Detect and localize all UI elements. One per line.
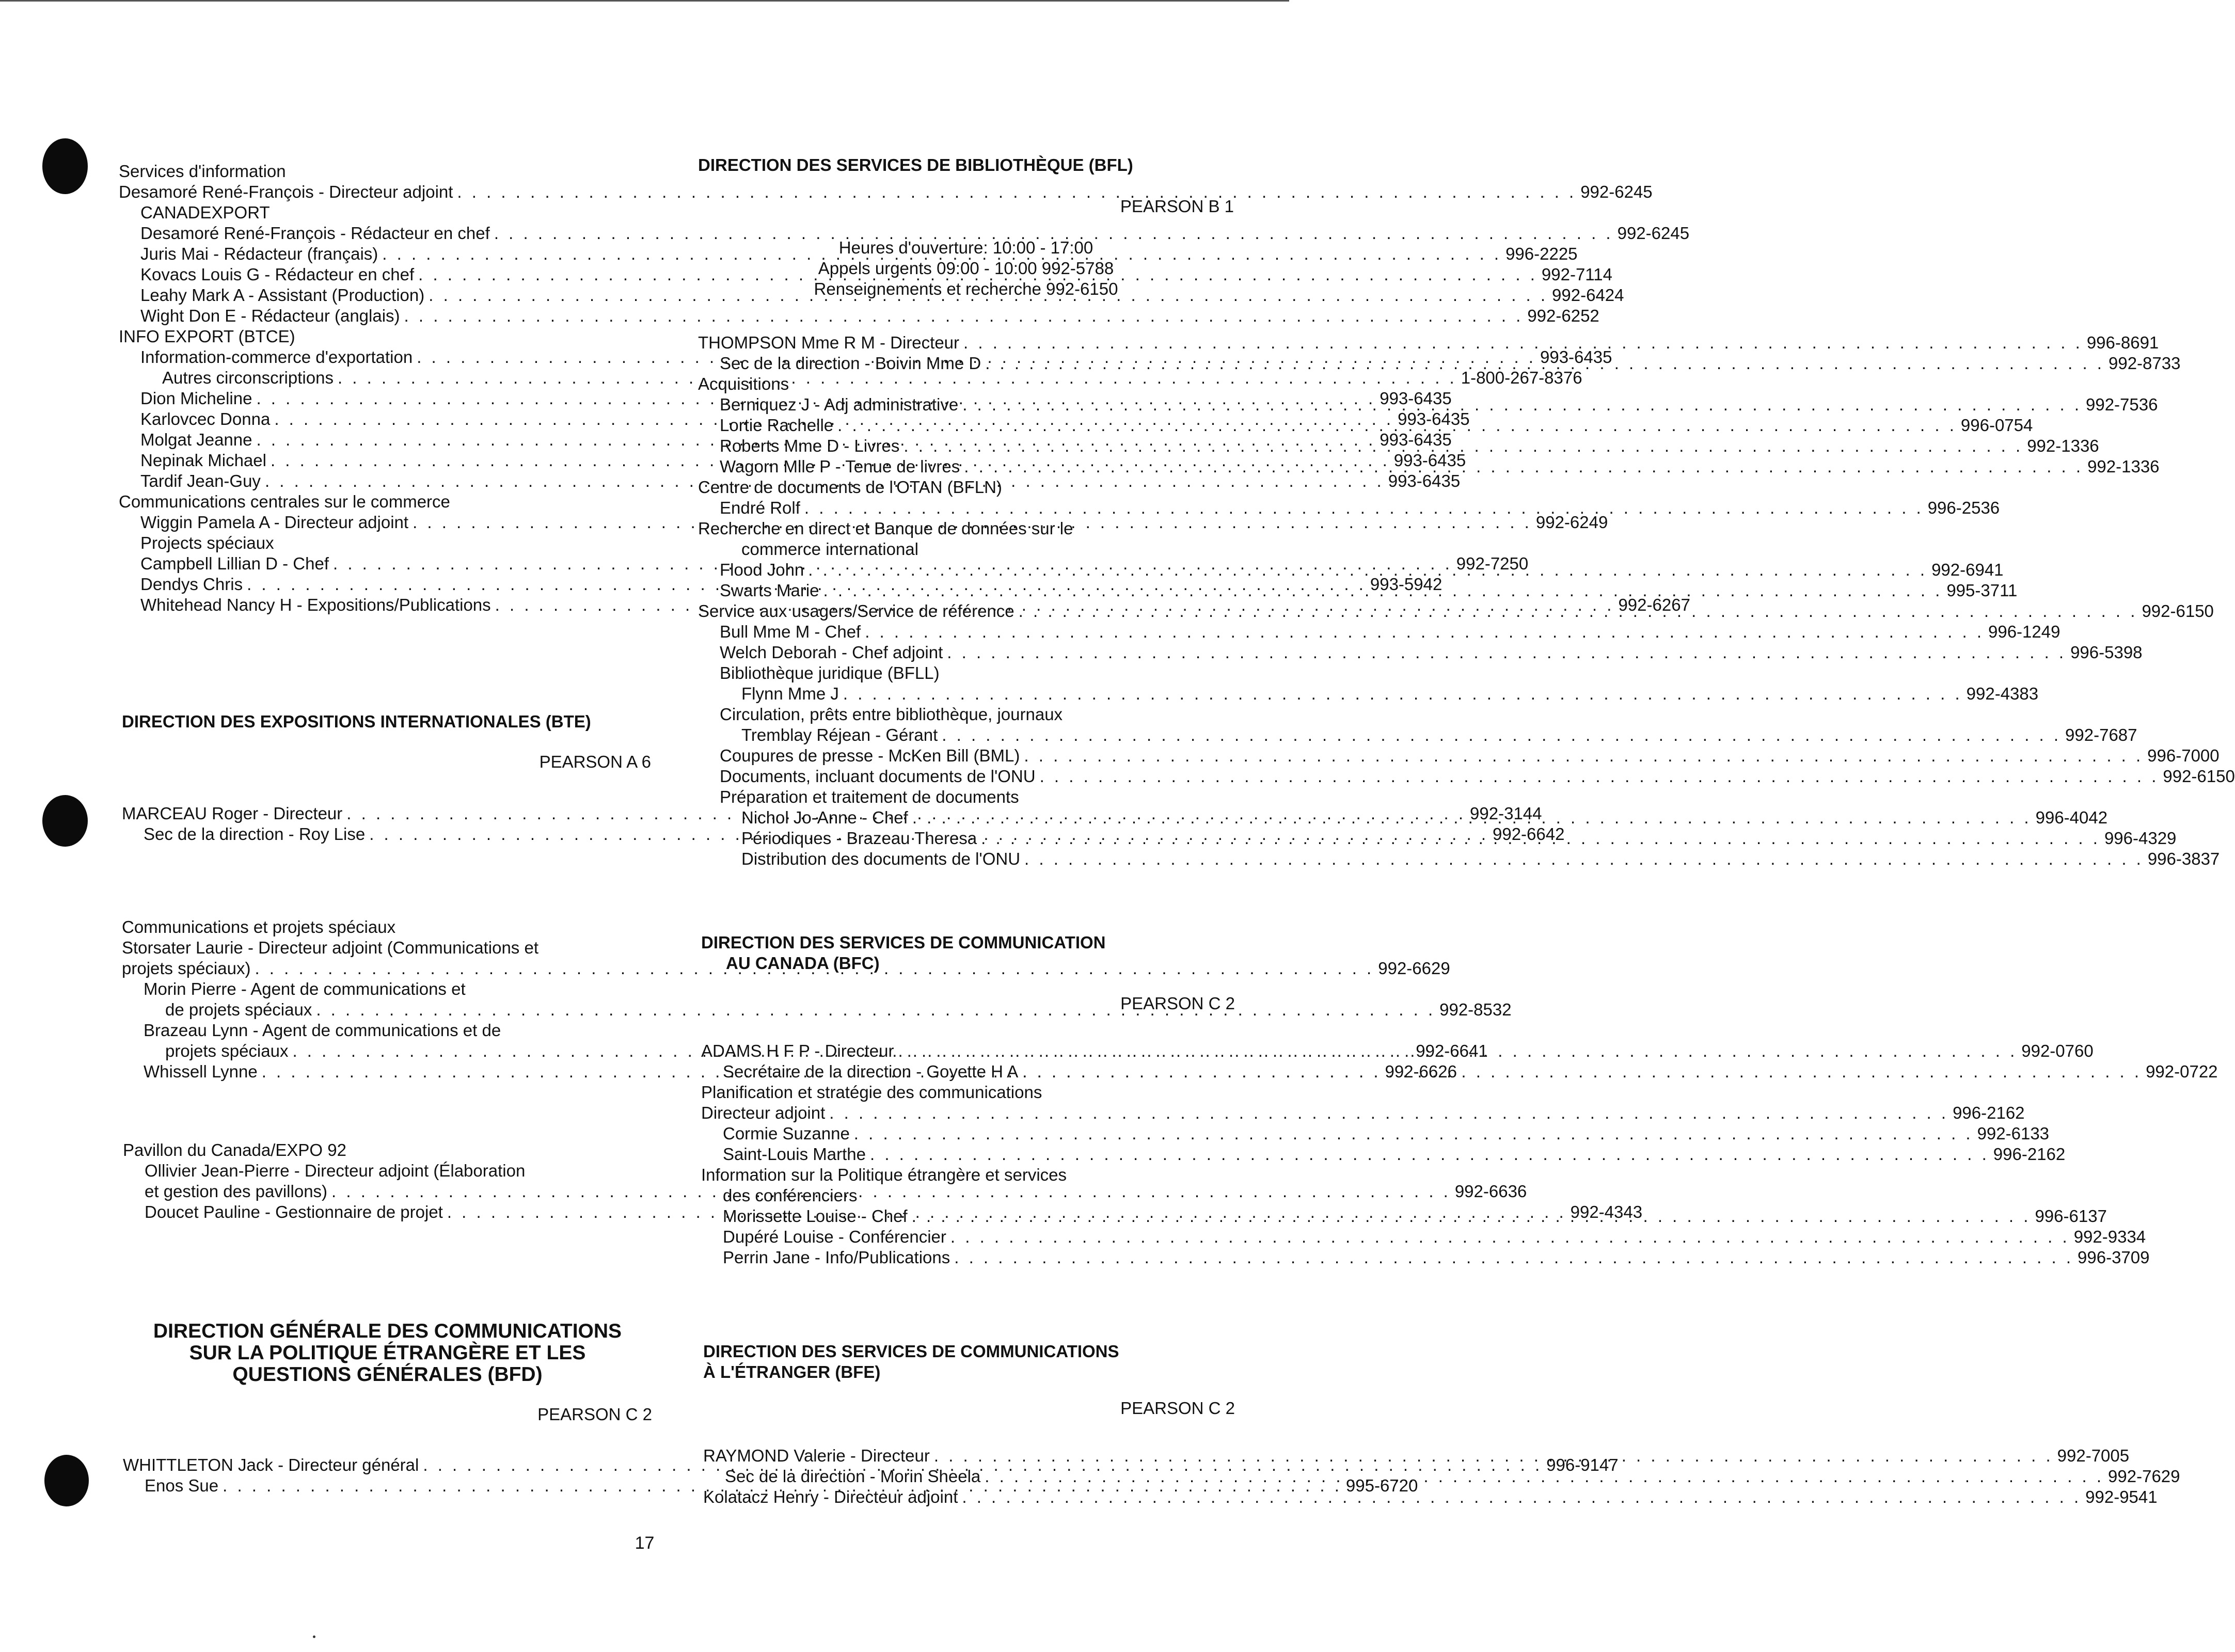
leader-dots [850,1123,1977,1144]
entry-phone: 993-6435 [1398,409,1470,428]
entry-phone: 1-800-267-8376 [1461,368,1582,387]
directory-entry [698,498,2000,518]
directory-entry [698,766,2235,787]
leader-dots [825,1103,1953,1123]
leader-dots [908,1206,2035,1227]
entry-phone: 992-6629 [1378,959,1450,978]
directory-entry [701,1103,2025,1123]
section-heading-bte: DIRECTION DES EXPOSITIONS INTERNATIONALES (BTE) [122,712,591,731]
directory-entry [119,202,648,223]
directory-entry [701,1082,1235,1103]
leader-dots [804,560,1931,580]
location-bfc: PEARSON C 2 [1120,994,1235,1013]
entry-name: INFO EXPORT (BTCE) [119,327,295,346]
directory-entry [122,979,651,999]
entry-phone: 992-7250 [1456,554,1529,573]
entry-phone: 992-7536 [2086,395,2158,414]
entry-name: Endré Rolf [720,498,800,517]
directory-entry [701,1247,2150,1268]
section-heading-bfe-line2: À L'ÉTRANGER (BFE) [703,1362,881,1381]
hours-opening: Heures d'ouverture: 10:00 - 17:00 [838,238,1093,257]
entry-name: Circulation, prêts entre bibliothèque, journaux [720,705,1063,724]
directory-entry [119,182,1653,202]
entry-name: Services d'information [119,162,286,181]
speck-mark [313,1635,315,1638]
hours-urgent-calls: Appels urgents 09:00 - 10:00 992-5788 [818,259,1114,278]
leader-dots [958,394,2086,415]
entry-name: Périodiques - Brazeau Theresa [741,829,977,848]
entry-name: RAYMOND Valerie - Directeur [703,1446,930,1465]
leader-dots [861,622,1988,642]
entry-name: Information sur la Politique étrangère et services [701,1165,1067,1184]
entry-phone: 993-6435 [1380,389,1452,408]
entry-name: Karlovcec Donna [140,409,271,428]
entry-phone: 992-6245 [1617,224,1690,243]
entry-phone: 996-9147 [1546,1455,1619,1474]
entry-phone: 996-1249 [1988,622,2060,641]
entry-phone: 996-6137 [2035,1206,2107,1226]
entry-name: Dendys Chris [140,575,243,594]
entry-name: Pavillon du Canada/EXPO 92 [123,1140,346,1159]
location-bte: PEARSON A 6 [539,752,651,771]
entry-name: Flood John [720,560,804,579]
entry-name: Communications et projets spéciaux [122,917,396,936]
entry-phone: 995-3711 [1946,581,2018,600]
entry-phone: 996-0754 [1960,416,2033,435]
leader-dots [980,1466,2108,1487]
leader-dots [908,807,2036,828]
entry-name: Flynn Mme J [741,684,839,703]
directory-entry [119,161,648,182]
entry-phone: 992-6150 [2163,767,2235,786]
directory-entry [698,374,1234,394]
directory-entry [122,1020,651,1041]
entry-name: Campbell Lillian D - Chef [140,554,329,573]
hours-research: Renseignements et recherche 992-6150 [814,279,1118,298]
entry-name: Whissell Lynne [144,1062,258,1081]
leader-dots [899,436,2027,456]
leader-dots [800,498,1928,518]
section-heading-bfe-line1: DIRECTION DES SERVICES DE COMMUNICATIONS [703,1342,1119,1361]
punch-hole-top [42,138,88,194]
directory-entry [698,477,1234,498]
entry-phone: 992-4343 [1570,1202,1643,1221]
entry-phone: 992-7005 [2057,1446,2130,1465]
entry-name: Saint-Louis Marthe [723,1145,866,1164]
entry-phone: 996-4042 [2035,808,2108,827]
directory-entry [701,1165,1235,1185]
entry-phone: 996-5398 [2070,643,2143,662]
section-heading-bfc-line1: DIRECTION DES SERVICES DE COMMUNICATION [701,933,1106,952]
directory-entry [119,306,1599,326]
leader-dots [1015,601,2142,622]
entry-name: Communications centrales sur le commerce [119,492,450,511]
entry-phone: 992-6252 [1527,306,1599,325]
entry-name: Dion Micheline [140,389,252,408]
leader-dots [946,1227,2074,1247]
directory-entry [698,745,2220,766]
directory-entry [122,938,651,958]
leader-dots [958,1487,2085,1507]
entry-phone: 993-6435 [1388,471,1461,490]
directory-entry [119,326,648,347]
punch-hole-middle [42,795,88,847]
entry-name: Molgat Jeanne [140,430,252,449]
entry-phone: 993-6435 [1540,347,1612,367]
top-edge-line [0,0,1289,2]
entry-name: Directeur adjoint [701,1103,826,1122]
entry-phone: 992-6245 [1580,182,1653,201]
entry-name: Projects spéciaux [140,533,274,552]
directory-entry [701,1227,2146,1247]
directory-entry [698,332,2159,353]
entry-phone: 992-6641 [1416,1041,1488,1060]
entry-phone: 992-3144 [1470,804,1542,823]
entry-name: Swarts Marie [720,581,819,600]
entry-name: Doucet Pauline - Gestionnaire de projet [145,1202,443,1221]
entry-phone: 993-6435 [1380,430,1452,449]
entry-name: Secrétaire de la direction - Goyette H A [723,1062,1019,1081]
location-bfd: PEARSON C 2 [537,1405,652,1424]
entry-name: Desamoré René-François - Directeur adjoint [119,182,453,201]
directory-entry [701,1123,2050,1144]
entry-phone: 992-9541 [2085,1487,2158,1506]
entry-name: Information-commerce d'exportation [140,347,413,367]
directory-entry [698,663,1234,684]
directory-entry [701,1185,1235,1206]
entry-name: Ollivier Jean-Pierre - Directeur adjoint (Élaboration [145,1161,526,1180]
entry-name: Service aux usagers/Service de référence [698,601,1015,621]
directory-entry [123,1140,652,1161]
directory-entry [698,539,1234,560]
entry-phone: 996-2162 [1953,1103,2025,1122]
directory-entry [698,787,1234,807]
leader-dots [960,456,2087,477]
entry-name: Tardif Jean-Guy [140,471,261,490]
entry-name: THOMPSON Mme R M - Directeur [698,333,960,352]
entry-name: Sec de la direction - Roy Lise [144,824,366,844]
leader-dots [950,1247,2078,1268]
directory-entry [698,849,2220,869]
section-heading-bfd-line2: SUR LA POLITIQUE ÉTRANGÈRE ET LES [189,1342,586,1364]
entry-phone: 996-3709 [2078,1248,2150,1267]
entry-name: Recherche en direct et Banque de données sur le [698,519,1073,538]
entry-phone: 992-6941 [1931,560,2004,579]
entry-name: Wagorn Mlle P - Tenue de livres [720,457,960,476]
entry-phone: 992-7114 [1541,265,1612,284]
leader-dots [1020,849,2148,869]
leader-dots [866,1144,1993,1165]
entry-name: Juris Mai - Rédacteur (français) [140,244,378,263]
entry-name: CANADEXPORT [140,203,270,222]
entry-phone: 992-9334 [2073,1227,2146,1246]
leader-dots [943,642,2070,663]
entry-name: Storsater Laurie - Directeur adjoint (Communications et [122,938,539,957]
directory-entry [698,704,1234,725]
entry-name: WHITTLETON Jack - Directeur général [123,1455,419,1474]
entry-name: Morin Pierre - Agent de communications et [144,979,466,998]
leader-dots [981,353,2109,374]
directory-entry [122,917,651,938]
entry-name: Tremblay Réjean - Gérant [741,725,938,744]
directory-entry [703,1487,2158,1507]
entry-name: Documents, incluant documents de l'ONU [720,767,1036,786]
leader-dots [894,1041,2021,1061]
entry-phone: 996-2162 [1993,1145,2066,1164]
entry-name: Perrin Jane - Info/Publications [723,1248,950,1267]
entry-name: Lortie Rachelle [720,416,834,435]
entry-phone: 993-5942 [1370,575,1443,594]
section-heading-bfd-line3: QUESTIONS GÉNÉRALES (BFD) [232,1363,543,1386]
entry-phone: 992-6424 [1552,285,1624,305]
entry-name: Desamoré René-François - Rédacteur en chef [140,224,490,243]
leader-dots [1018,1061,2146,1082]
entry-name: Bull Mme M - Chef [720,622,861,641]
entry-phone: 992-8532 [1439,1000,1512,1019]
entry-name: Cormie Suzanne [723,1124,850,1143]
entry-phone: 992-8733 [2108,354,2181,373]
entry-phone: 992-7687 [2065,725,2137,744]
entry-name: Wiggin Pamela A - Directeur adjoint [140,513,409,532]
leader-dots [959,332,2087,353]
entry-phone: 996-7000 [2147,746,2220,765]
section-heading-bfl: DIRECTION DES SERVICES DE BIBLIOTHÈQUE (BFL) [698,155,1133,174]
location-bfe: PEARSON C 2 [1120,1399,1235,1418]
entry-phone: 992-6133 [1977,1124,2050,1143]
entry-name: Wight Don E - Rédacteur (anglais) [140,306,400,325]
section-heading-bfc-line2: AU CANADA (BFC) [726,954,880,973]
directory-entry [119,223,1690,244]
entry-name: Coupures de presse - McKen Bill (BML) [720,746,1020,765]
directory-entry [701,1144,2066,1165]
directory-entry [698,518,1234,539]
directory-entry [698,622,2060,642]
entry-name: Dupéré Louise - Conférencier [723,1227,946,1246]
entry-name: commerce international [741,539,918,559]
leader-dots [819,580,1947,601]
entry-phone: 992-6626 [1385,1062,1457,1081]
directory-entry [698,642,2143,663]
entry-name: Bibliothèque juridique (BFLL) [720,663,940,682]
leader-dots [938,725,2065,745]
entry-phone: 992-6642 [1493,824,1565,844]
entry-name: Centre de documents de l'OTAN (BFLN) [698,478,1002,497]
entry-name: des conférenciers [723,1186,858,1205]
entry-name: ADAMS H F P - Directeur [701,1041,894,1060]
entry-name: Sec de la direction - Boivin Mme D [720,354,981,373]
entry-phone: 996-3837 [2147,849,2220,868]
entry-phone: 992-4383 [1966,684,2039,703]
entry-name: Kovacs Louis G - Rédacteur en chef [140,265,415,284]
leader-dots [833,415,1961,436]
entry-phone: 992-0722 [2146,1062,2218,1081]
entry-phone: 996-2536 [1927,498,2000,517]
entry-name: de projets spéciaux [165,1000,312,1019]
directory-entry [698,725,2137,745]
entry-phone: 992-6150 [2142,601,2214,621]
punch-hole-bottom [44,1455,89,1506]
entry-phone: 996-2225 [1505,244,1578,263]
directory-entry [123,1161,652,1181]
entry-phone: 992-7629 [2108,1467,2180,1486]
entry-phone: 992-0760 [2021,1041,2094,1060]
entry-phone: 992-1336 [2027,436,2099,455]
entry-phone: 995-6720 [1345,1476,1418,1495]
directory-entry [119,533,648,553]
entry-name: Brazeau Lynn - Agent de communications et de [144,1021,501,1040]
entry-name: Préparation et traitement de documents [720,787,1019,806]
entry-phone: 992-6636 [1454,1182,1527,1201]
entry-name: projets spéciaux [165,1041,289,1060]
entry-name: Acquisitions [698,374,789,393]
entry-name: Nichol Jo-Anne - Chef [741,808,908,827]
entry-name: Roberts Mme D - Livres [720,436,900,455]
entry-name: MARCEAU Roger - Directeur [122,804,343,823]
leader-dots [839,684,1967,704]
entry-phone: 992-1336 [2087,457,2160,476]
entry-name: Morissette Louise - Chef [723,1206,908,1226]
entry-phone: 992-6249 [1535,513,1608,532]
entry-name: Nepinak Michael [140,451,266,470]
directory-entry [119,491,648,512]
leader-dots [1020,745,2147,766]
entry-phone: 992-6267 [1618,595,1690,614]
directory-entry [698,684,2039,704]
entry-name: Berniquez J - Adj administrative [720,395,959,414]
entry-name: Distribution des documents de l'ONU [741,849,1021,868]
entry-phone: 996-8691 [2086,333,2159,352]
entry-name: Welch Deborah - Chef adjoint [720,643,943,662]
entry-name: Enos Sue [145,1476,219,1495]
section-heading-bfd-line1: DIRECTION GÉNÉRALE DES COMMUNICATIONS [153,1320,622,1342]
entry-phone: 993-6435 [1393,451,1466,470]
entry-name: Leahy Mark A - Assistant (Production) [140,285,425,305]
entry-name: et gestion des pavillons) [145,1182,328,1201]
leader-dots [930,1446,2057,1466]
location-bfl: PEARSON B 1 [1120,197,1234,216]
entry-name: Whitehead Nancy H - Expositions/Publications [140,595,491,614]
entry-phone: 996-4329 [2104,829,2177,848]
entry-name: Sec de la direction - Morin Sheela [725,1467,981,1486]
entry-name: Kolatacz Henry - Directeur adjoint [703,1487,958,1506]
page-number: 17 [635,1533,655,1553]
entry-name: Autres circonscriptions [162,368,334,387]
leader-dots [1036,766,2163,787]
leader-dots [977,828,2104,849]
entry-name: Planification et stratégie des communications [701,1083,1042,1102]
entry-name: projets spéciaux) [122,959,251,978]
